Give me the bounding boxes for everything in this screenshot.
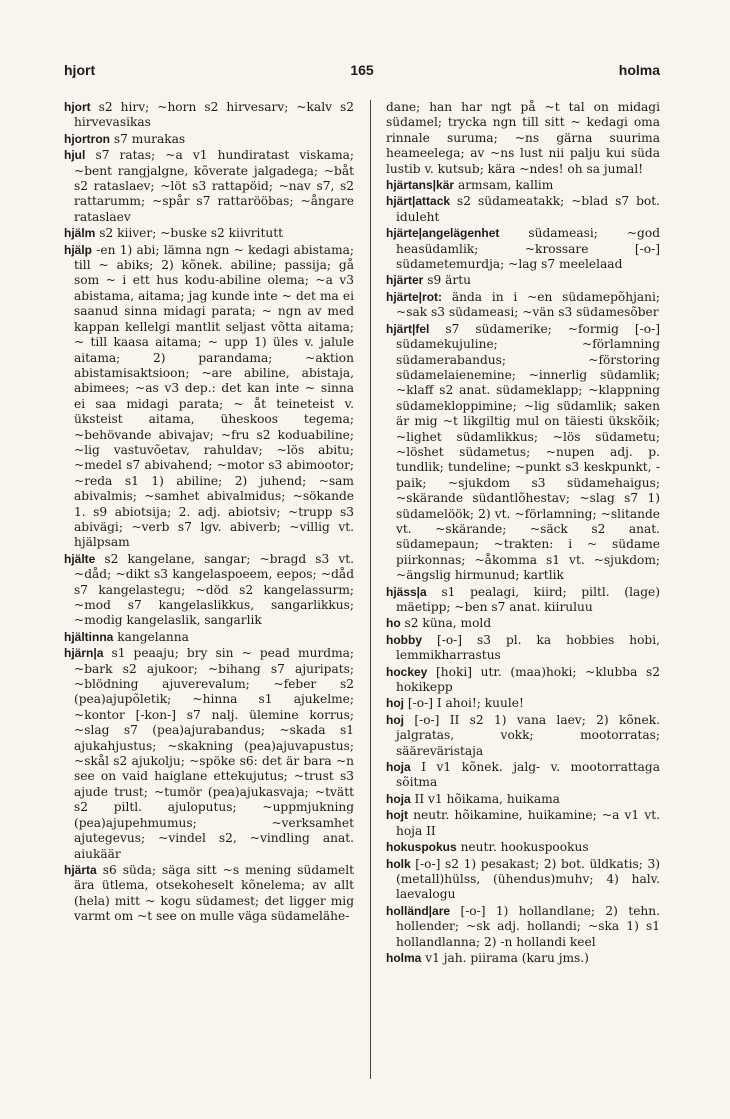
entry-headword: hjärter [386,273,424,288]
entry-headword: hjärta [64,862,97,877]
entry-headword: hoja [386,791,411,806]
entry-headword: holländ|are [386,903,451,918]
entry-definition: s9 ärtu [427,273,471,288]
dictionary-entry [386,322,660,584]
entry-definition: s1 peaaju; bry sin ~ pead murdma; ~bark s2 ajukoor; ~bihang s7 ajuripats; ~blödning ajuverevalum; ~feber s2 (pea)ajupõletik; ~hinna s1 ajukelme; ~kontor [-kon-] s7 nalj. ülemine korrus; ~slag s7 (pea)ajurabandus; ~skada s1 ajukahjustus; ~skakning (pea)ajuvapustus; ~skål s2 ajukolju; ~spöke s6: det är bara ~n see on vaid haiglane ettekujutus; ~trust s3 ajude trust; ~tumör (pea)ajukasvaja; ~tvätt s2 piltl. ajuloputus; ~uppmjukning (pea)ajupehmumus; ~verksamhet ajutegevus; ~vindel s2, ~vindling anat. aiukäär [74,646,354,861]
entry-definition: [-o-] II s2 1) vana laev; 2) kõnek. jalgratas, vokk; mootorratas; sääreväristaja [396,712,660,758]
dictionary-entry [386,194,660,225]
dictionary-entry [386,840,660,855]
entry-definition: I v1 kõnek. jalg- v. mootorrattaga sõitma [396,760,660,790]
dictionary-entry [386,585,660,616]
page-number: 165 [350,62,374,78]
entry-headword: hoj [386,712,404,727]
column-divider [370,100,371,1079]
entry-definition: s7 ratas; ~a v1 hundiratast viskama; ~bent rangjalgne, kõverate jalgadega; ~båt s2 rataslaev; ~löt s3 rattapöid; ~nav s7, s2 rattarumm; ~spår s7 rattarööbas; ~ångare rataslaev [74,148,354,224]
entry-definition: s6 süda; säga sitt ~s mening südamelt ära ütlema, otsekoheselt kõnelema; av allt (hela) mitt ~ kogu südamest; det ligger mig varmt om ~t see on mulle väga südamelähe- [74,862,354,924]
entry-headword: holma [386,950,422,965]
dictionary-entry [386,616,660,631]
dictionary-entry [386,290,660,321]
entry-definition: s2 kangelane, sangar; ~bragd s3 vt. ~dåd; ~dikt s3 kangelaspoeem, eepos; ~dåd s7 kangelastegu; ~död s2 kangelassurm; ~mod s7 kangelaslikkus, sangarlikkus; ~modig kangelaslik, sangarlik [74,551,354,628]
entry-headword: hjälm [64,226,96,241]
dictionary-entry [64,243,354,551]
entry-definition: [-o-] s3 pl. ka hobbies hobi, lemmikharrastus [396,632,660,663]
dictionary-entry [386,633,660,664]
dictionary-entry [64,630,354,645]
dictionary-entry [386,226,660,272]
dictionary-entry [64,863,354,925]
entry-headword: hjärte|angelägenhet [386,226,500,241]
entry-definition: neutr. hõikamine, huikamine; ~a v1 vt. hoja II [396,808,660,838]
dictionary-entry [386,696,660,711]
dictionary-entry [64,100,354,131]
entry-headword: hockey [386,664,428,679]
header-guide-word-left: hjort [64,62,96,78]
entry-definition: s2 hirv; ~horn s2 hirvesarv; ~kalv s2 hirvevasikas [74,100,354,130]
page-header [64,62,660,84]
entry-headword: hjort [64,100,91,114]
entry-headword: hjortron [64,131,110,146]
dictionary-entry [386,273,660,288]
dictionary-entry [386,792,660,807]
entry-headword: ho [386,616,401,631]
dictionary-entry [386,951,660,966]
dictionary-entry [386,808,660,839]
entry-definition: s2 südameatakk; ~blad s7 bot. iduleht [396,194,660,224]
entry-headword: hjäss|a [386,584,427,599]
entry-definition: [-o-] I ahoi!; kuule! [407,696,524,711]
entry-definition: armsam, kallim [457,178,554,193]
entry-headword: hoja [386,760,411,775]
entry-definition: s7 südamerike; ~formig [-o-] südamekujuline; ~förlamning südamerabandus; ~förstoring südamelaienemine; ~innerlig südamlik; ~klaff s2 anat. südameklapp; ~klappning südamekloppimine; ~lig südamlik; saken är mig ~t likgiltig mul on täiesti ükskõik; ~lighet südamlikkus; ~lös südametu; ~löshet südametus; ~nupen adj. p. tundlik; tundeline; ~punkt s3 keskpunkt, -paik; ~sjukdom s3 südamehaigus; ~skärande südantlõhestav; ~slag s7 1) südamelöök; 2) vt. ~förlamning; ~slitande vt. ~skärande; ~säck s2 anat. südamepaun; ~trakten: i ~ südame piirkonnas; ~åkomma s1 vt. ~sjukdom; ~ängslig hirmunud; kartlik [396,321,660,583]
entry-headword: hjärn|a [64,646,104,661]
entry-definition: [-o-] 1) hollandlane; 2) tehn. hollender; ~sk adj. hollandi; ~ska 1) s1 hollandlanna; 2) -n hollandi keel [396,903,660,949]
dictionary-entry [386,100,660,177]
entry-definition: südameasi; ~god heasüdamlik; ~krossare [-o-] südametemurdja; ~lag s7 meelelaad [396,226,660,272]
entry-headword: hjärte|rot: [386,289,443,304]
dictionary-entry [386,904,660,950]
dictionary-entry [386,178,660,193]
dictionary-entry [64,646,354,862]
dictionary-column-right [386,100,660,1099]
entry-definition: kangelanna [117,629,189,644]
entry-definition: dane; han har ngt på ~t tal on midagi südamel; trycka ngn till sitt ~ kedagi oma rinnale suruma; ~ns gärna suurima heameelega; av ~ns lust nii palju kui süda lustib v. kutsub; kära ~ndes! oh sa jumal! [386,100,660,176]
dictionary-entry [64,132,354,147]
entry-headword: hobby [386,632,422,647]
entry-headword: holk [386,856,411,871]
dictionary-entry [64,148,354,225]
dictionary-entry [64,226,354,241]
entry-definition: -en 1) abi; lämna ngn ~ kedagi abistama; till ~ abiks; 2) kõnek. abiline; passija; gå som ~ i ett hus kodu-abiline olema; ~a v3 abistama, aitama; jag kunde inte ~ det ma ei saanud sinna midagi parata; ~ ngn av med kappan kellelgi mantlit seljast võtta aitama; ~ till kaasa aitama; ~ upp 1) üles v. jalule aitama; 2) parandama; ~aktion abistamisaktsioon; ~are abiline, abistaja, abimees; ~as v3 dep.: det kan inte ~ sinna ei saa midagi parata; ~ åt teineteist v. üksteist aitama, üheskoos tegema; ~behövande abivajav; ~fru s2 koduabiline; ~lig vastuvõetav, rahuldav; ~lös abitu; ~medel s7 abivahend; ~motor s3 abimootor; ~reda s1 1) abiline; 2) juhend; ~sam abivalmis; ~samhet abivalmidus; ~sökande 1. s9 abiotsija; 2. adj. abiotsiv; ~trupp s3 abivägi; ~verb s7 lgv. abiverb; ~villig vt. hjälpsam [74,242,354,550]
entry-definition: v1 jah. piirama (karu jms.) [425,950,589,965]
dictionary-entry [386,713,660,759]
entry-headword: hjälp [64,242,93,257]
entry-headword: hokuspokus [386,840,457,855]
entry-headword: hojt [386,808,408,823]
dictionary-entry [386,665,660,696]
entry-headword: hoj [386,696,404,711]
entry-definition: neutr. hookuspookus [460,840,589,855]
entry-definition: [hoki] utr. (maa)hoki; ~klubba s2 hokikepp [396,664,660,695]
entry-headword: hjälte [64,551,96,566]
entry-headword: hjärt|fel [386,321,430,336]
dictionary-column-left [64,100,354,1099]
dictionary-entry [386,857,660,903]
entry-definition: s2 küna, mold [404,616,492,631]
entry-definition: [-o-] s2 1) pesakast; 2) bot. üldkatis; 3) (metall)hülss, (ühendus)muhv; 4) halv. laevalogu [396,856,660,902]
entry-definition: ända in i ~en südamepõhjani; ~sak s3 südameasi; ~vän s3 südamesõber [396,289,660,320]
entry-headword: hjältinna [64,629,114,644]
entry-headword: hjul [64,148,86,163]
entry-headword: hjärtans|kär [386,178,455,193]
header-guide-word-right: holma [618,62,660,78]
entry-definition: s1 pealagi, kiird; piltl. (lage) mäetipp; ~ben s7 anat. kiiruluu [396,584,660,614]
entry-headword: hjärt|attack [386,194,451,209]
entry-definition: s2 kiiver; ~buske s2 kiivritutt [99,226,283,241]
dictionary-entry [64,552,354,629]
dictionary-entry [386,760,660,791]
entry-definition: II v1 hõikama, huikama [414,791,560,806]
entry-definition: s7 murakas [113,131,186,146]
